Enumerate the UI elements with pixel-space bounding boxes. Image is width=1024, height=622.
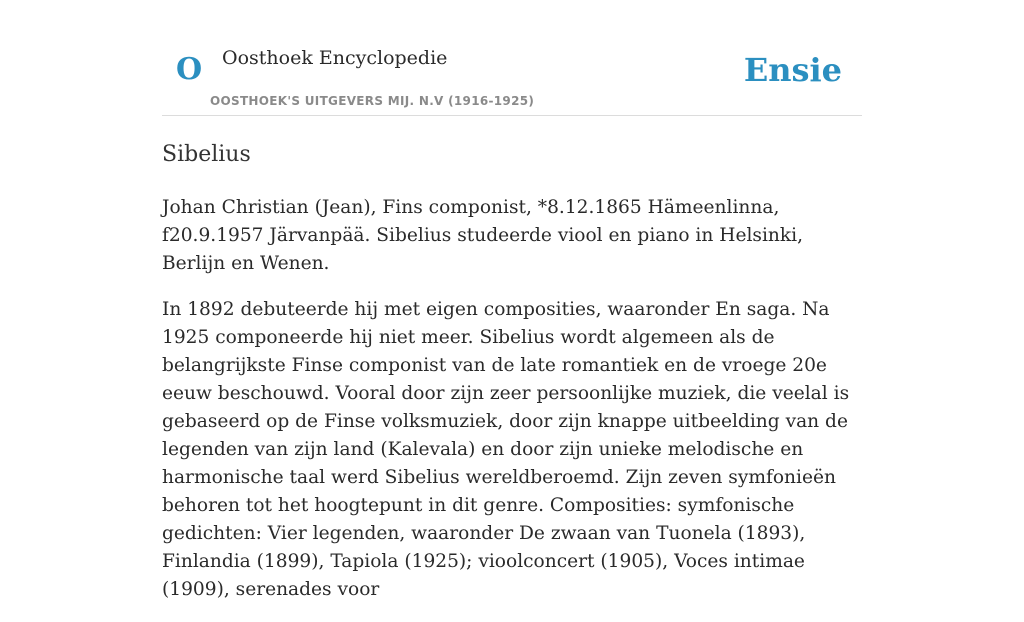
site-title-link[interactable]: Oosthoek Encyclopedie xyxy=(222,47,448,69)
publisher-subtitle: OOSTHOEK'S UITGEVERS MIJ. N.V (1916-1925) xyxy=(210,94,535,108)
article xyxy=(162,140,862,622)
article-title: Sibelius xyxy=(162,142,251,167)
article-paragraph-1: Johan Christian (Jean), Fins componist, *8.12.1865 Hämeenlinna, f20.9.1957 Järvanpää. Sibelius studeerde viool en piano in Helsinki, Berlijn en Wenen. xyxy=(162,197,804,274)
brand-logo-link[interactable]: Ensie xyxy=(743,51,842,89)
article-paragraph-2: In 1892 debuteerde hij met eigen composities, waaronder En saga. Na 1925 componeerde hij niet meer. Sibelius wordt algemeen als de belangrijkste Finse componist van de late romantiek en de vroege 20e eeuw beschouwd. Vooral door zijn zeer persoonlijke muziek, die veelal is gebaseerd op de Finse volksmuziek, door zijn knappe uitbeelding van de legenden van zijn land (Kalevala) en door zijn unieke melodische en harmonische taal werd Sibelius wereldberoemd. Zijn zeven symfonieën behoren tot het hoogtepunt in dit genre. Composities: symfonische gedichten: Vier legenden, waaronder De zwaan van Tuonela (1893), Finlandia (1899), Tapiola (1925); vioolconcert (1905), Voces intimae (1909), serenades voor xyxy=(162,299,850,600)
site-logo[interactable]: O xyxy=(176,52,203,87)
site-header xyxy=(162,0,862,116)
